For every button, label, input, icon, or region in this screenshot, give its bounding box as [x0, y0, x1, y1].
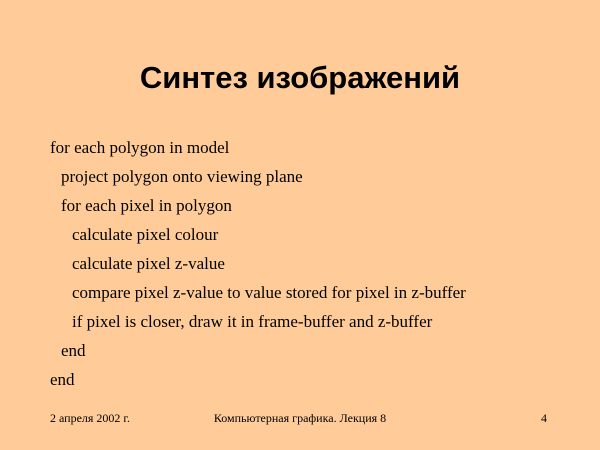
code-line: for each pixel in polygon [61, 196, 232, 215]
footer-course: Компьютерная графика. Лекция 8 [213, 411, 387, 425]
footer-page-number: 4 [541, 411, 547, 425]
code-line: compare pixel z-value to value stored for pixel in z-buffer [72, 283, 466, 302]
code-line: calculate pixel z-value [72, 254, 225, 273]
code-line: end [61, 341, 86, 360]
slide-title: Синтез изображений [139, 60, 461, 95]
footer-date: 2 апреля 2002 г. [50, 411, 130, 425]
pseudocode-block [50, 133, 590, 394]
code-line: for each polygon in model [50, 138, 230, 157]
code-line: end [50, 370, 75, 389]
code-line: project polygon onto viewing plane [61, 167, 303, 186]
code-line: calculate pixel colour [72, 225, 219, 244]
code-line: if pixel is closer, draw it in frame-buffer and z-buffer [72, 312, 433, 331]
